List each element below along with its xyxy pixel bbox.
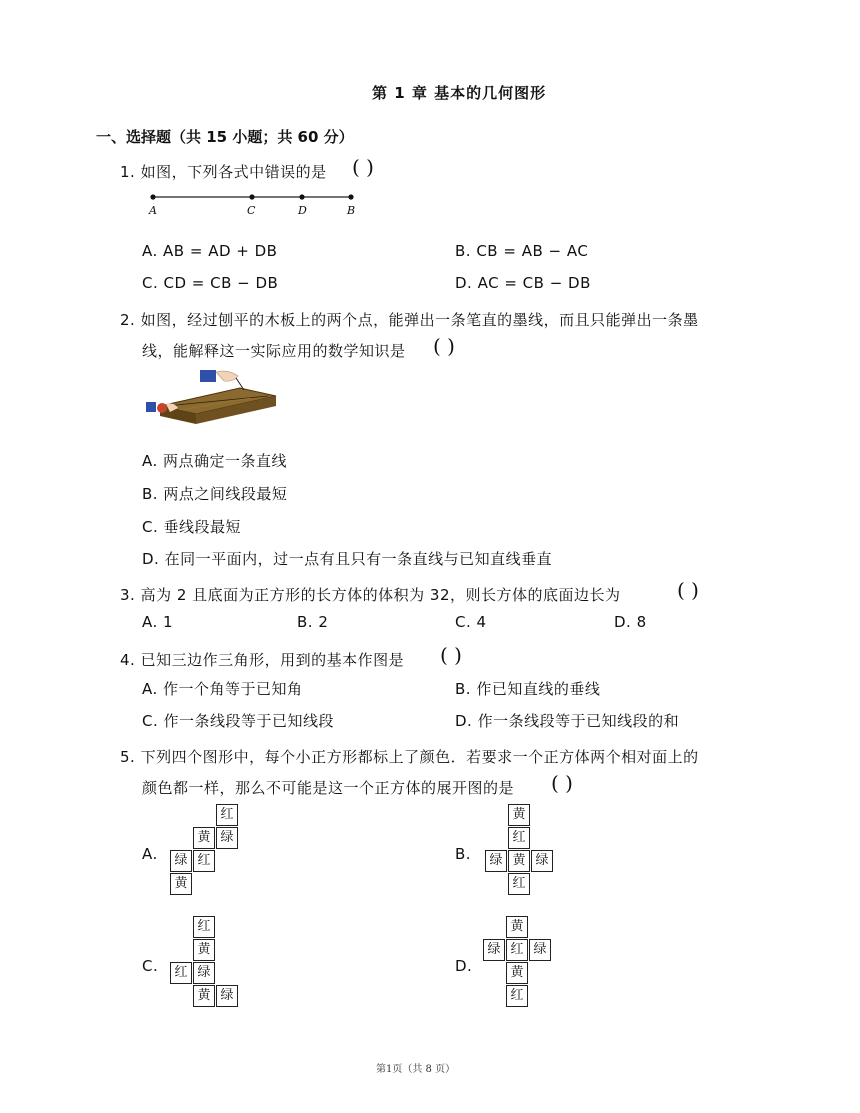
net-d-cell: 黄 (506, 916, 528, 938)
net-d-cell: 绿 (529, 939, 551, 961)
net-c-cell: 黄 (193, 985, 215, 1007)
net-b-cell: 绿 (485, 850, 507, 872)
net-c-cell: 绿 (216, 985, 238, 1007)
q1-option-b: B. CB = AB − AC (455, 242, 589, 260)
question-2-stem-line2: 线，能解释这一实际应用的数学知识是 (142, 342, 406, 360)
point-label-a: A (149, 204, 157, 217)
q2-option-a: A. 两点确定一条直线 (142, 452, 288, 470)
q5-option-b-label: B. (455, 845, 472, 863)
net-b-cell: 红 (508, 827, 530, 849)
net-c-cell: 红 (193, 916, 215, 938)
question-5-stem-line1: 5. 下列四个图形中，每个小正方形都标上了颜色．若要求一个正方体两个相对面上的 (120, 748, 699, 766)
net-a-cell: 绿 (170, 850, 192, 872)
answer-paren: ( ) (677, 578, 699, 602)
wooden-board-image (140, 366, 280, 426)
net-d-cell: 红 (506, 939, 528, 961)
page-footer: 第1页（共 8 页） (376, 1064, 456, 1075)
net-d-cell: 绿 (483, 939, 505, 961)
net-c-cell: 红 (170, 962, 192, 984)
q5-option-d-label: D. (455, 957, 473, 975)
net-c-cell: 绿 (193, 962, 215, 984)
q4-option-a: A. 作一个角等于已知角 (142, 680, 303, 698)
point-d (299, 194, 304, 199)
answer-paren: ( ) (551, 771, 573, 795)
q2-option-b: B. 两点之间线段最短 (142, 485, 288, 503)
answer-paren: ( ) (440, 643, 462, 667)
page-title: 第 1 章 基本的几何图形 (372, 84, 547, 102)
net-c-cell: 黄 (193, 939, 215, 961)
q2-option-d: D. 在同一平面内，过一点有且只有一条直线与已知直线垂直 (142, 550, 553, 568)
point-label-d: D (298, 204, 307, 217)
question-2-stem-line1: 2. 如图，经过刨平的木板上的两个点，能弹出一条笔直的墨线，而且只能弹出一条墨 (120, 311, 699, 329)
net-a-cell: 黄 (193, 827, 215, 849)
q4-option-b: B. 作已知直线的垂线 (455, 680, 601, 698)
q3-option-c: C. 4 (455, 613, 487, 631)
q3-option-b: B. 2 (297, 613, 329, 631)
net-a-cell: 红 (216, 804, 238, 826)
q2-option-c: C. 垂线段最短 (142, 518, 242, 536)
net-b-cell: 红 (508, 873, 530, 895)
net-d-cell: 黄 (506, 962, 528, 984)
net-b-cell: 黄 (508, 804, 530, 826)
question-4-stem: 4. 已知三边作三角形，用到的基本作图是 (120, 651, 405, 669)
net-a-cell: 红 (193, 850, 215, 872)
net-b-cell: 绿 (531, 850, 553, 872)
answer-paren: ( ) (352, 155, 374, 179)
answer-paren: ( ) (433, 334, 455, 358)
q4-option-c: C. 作一条线段等于已知线段 (142, 712, 335, 730)
section-heading: 一、选择题（共 15 小题；共 60 分） (96, 128, 354, 146)
q1-option-a: A. AB = AD + DB (142, 242, 278, 260)
q4-option-d: D. 作一条线段等于已知线段的和 (455, 712, 680, 730)
question-3-stem: 3. 高为 2 且底面为正方形的长方体的体积为 32，则长方体的底面边长为 (120, 586, 621, 604)
net-b-cell: 黄 (508, 850, 530, 872)
net-d-cell: 红 (506, 985, 528, 1007)
net-a-cell: 绿 (216, 827, 238, 849)
question-5-stem-line2: 颜色都一样，那么不可能是这一个正方体的展开图的是 (142, 779, 515, 797)
q5-option-c-label: C. (142, 957, 159, 975)
q1-option-d: D. AC = CB − DB (455, 274, 591, 292)
point-label-c: C (247, 204, 256, 217)
q3-option-d: D. 8 (614, 613, 647, 631)
q3-option-a: A. 1 (142, 613, 174, 631)
q5-option-a-label: A. (142, 845, 158, 863)
net-a-cell: 黄 (170, 873, 192, 895)
point-a (150, 194, 155, 199)
q1-option-c: C. CD = CB − DB (142, 274, 279, 292)
point-b (348, 194, 353, 199)
question-1-stem: 1. 如图，下列各式中错误的是 (120, 163, 327, 181)
point-label-b: B (347, 204, 356, 217)
point-c (249, 194, 254, 199)
